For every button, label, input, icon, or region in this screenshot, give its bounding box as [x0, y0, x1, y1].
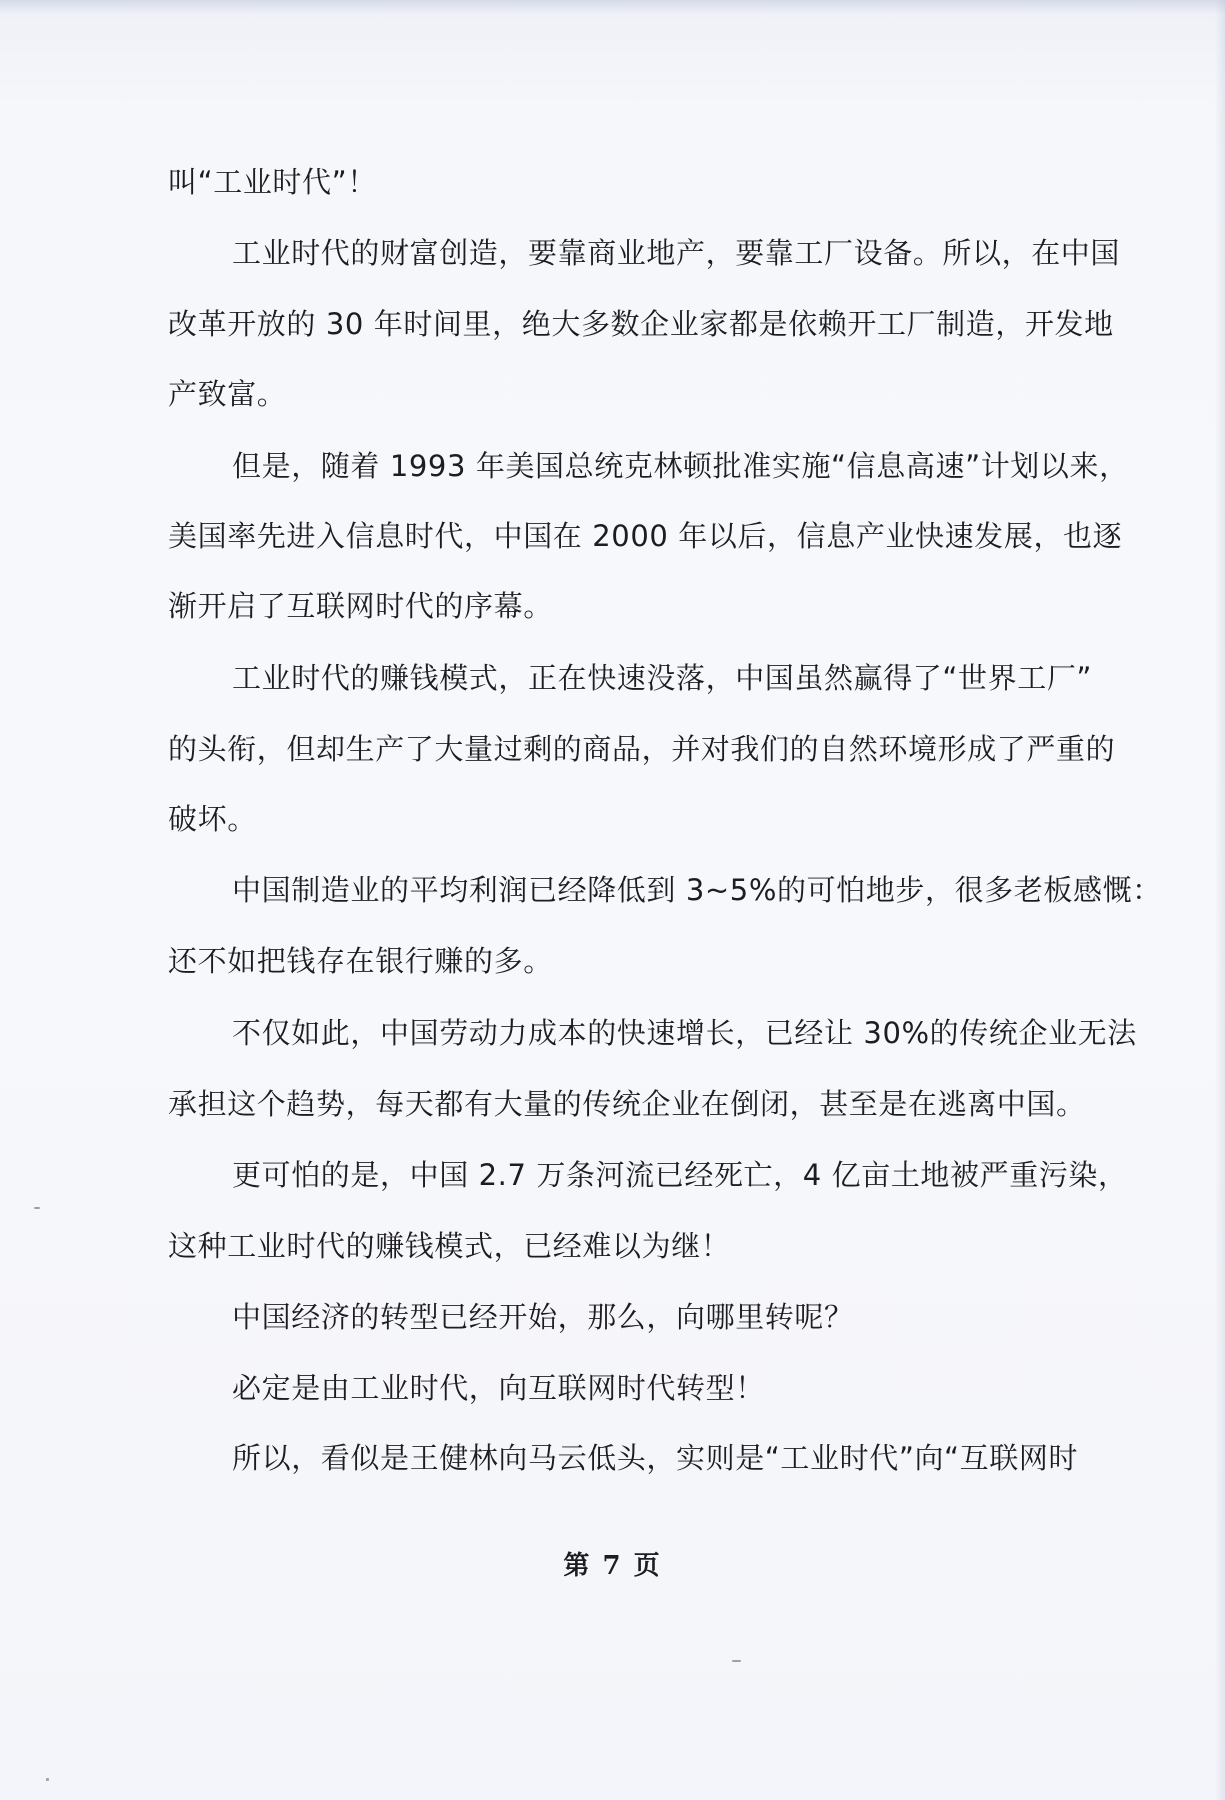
text-line: 破坏。 [168, 802, 257, 836]
scan-speck [34, 1207, 40, 1209]
text-line: 工业时代的赚钱模式，正在快速没落，中国虽然赢得了“世界工厂” [232, 661, 1093, 695]
text-line: 中国经济的转型已经开始，那么，向哪里转呢？ [232, 1300, 854, 1334]
text-line: 更可怕的是，中国 2.7 万条河流已经死亡，4 亿亩土地被严重污染， [232, 1158, 1128, 1192]
scan-edge-right [1215, 0, 1225, 1800]
scan-speck [46, 1778, 49, 1781]
text-line: 的头衔，但却生产了大量过剩的商品，并对我们的自然环境形成了严重的 [168, 732, 1116, 766]
text-line: 这种工业时代的赚钱模式，已经难以为继！ [168, 1229, 731, 1263]
scan-edge-top [0, 0, 1225, 14]
text-line: 所以，看似是王健林向马云低头，实则是“工业时代”向“互联网时 [232, 1441, 1079, 1475]
text-line: 工业时代的财富创造，要靠商业地产，要靠工厂设备。所以，在中国 [232, 236, 1121, 270]
text-line: 但是，随着 1993 年美国总统克林顿批准实施“信息高速”计划以来， [232, 449, 1129, 483]
text-line: 改革开放的 30 年时间里，绝大多数企业家都是依赖开工厂制造，开发地 [168, 307, 1114, 341]
text-line: 渐开启了互联网时代的序幕。 [168, 589, 553, 623]
text-line: 产致富。 [168, 377, 287, 411]
text-line: 还不如把钱存在银行赚的多。 [168, 944, 553, 978]
text-line: 承担这个趋势，每天都有大量的传统企业在倒闭，甚至是在逃离中国。 [168, 1087, 1086, 1121]
text-line: 美国率先进入信息时代，中国在 2000 年以后，信息产业快速发展，也逐 [168, 519, 1123, 553]
text-line: 叫“工业时代”！ [168, 165, 377, 199]
page-number: 第 7 页 [563, 1551, 662, 1581]
text-line: 必定是由工业时代，向互联网时代转型！ [232, 1371, 765, 1405]
text-line: 不仅如此，中国劳动力成本的快速增长，已经让 30%的传统企业无法 [232, 1016, 1137, 1050]
text-line: 中国制造业的平均利润已经降低到 3~5%的可怕地步，很多老板感慨： [232, 873, 1162, 907]
scan-speck [732, 1660, 741, 1662]
